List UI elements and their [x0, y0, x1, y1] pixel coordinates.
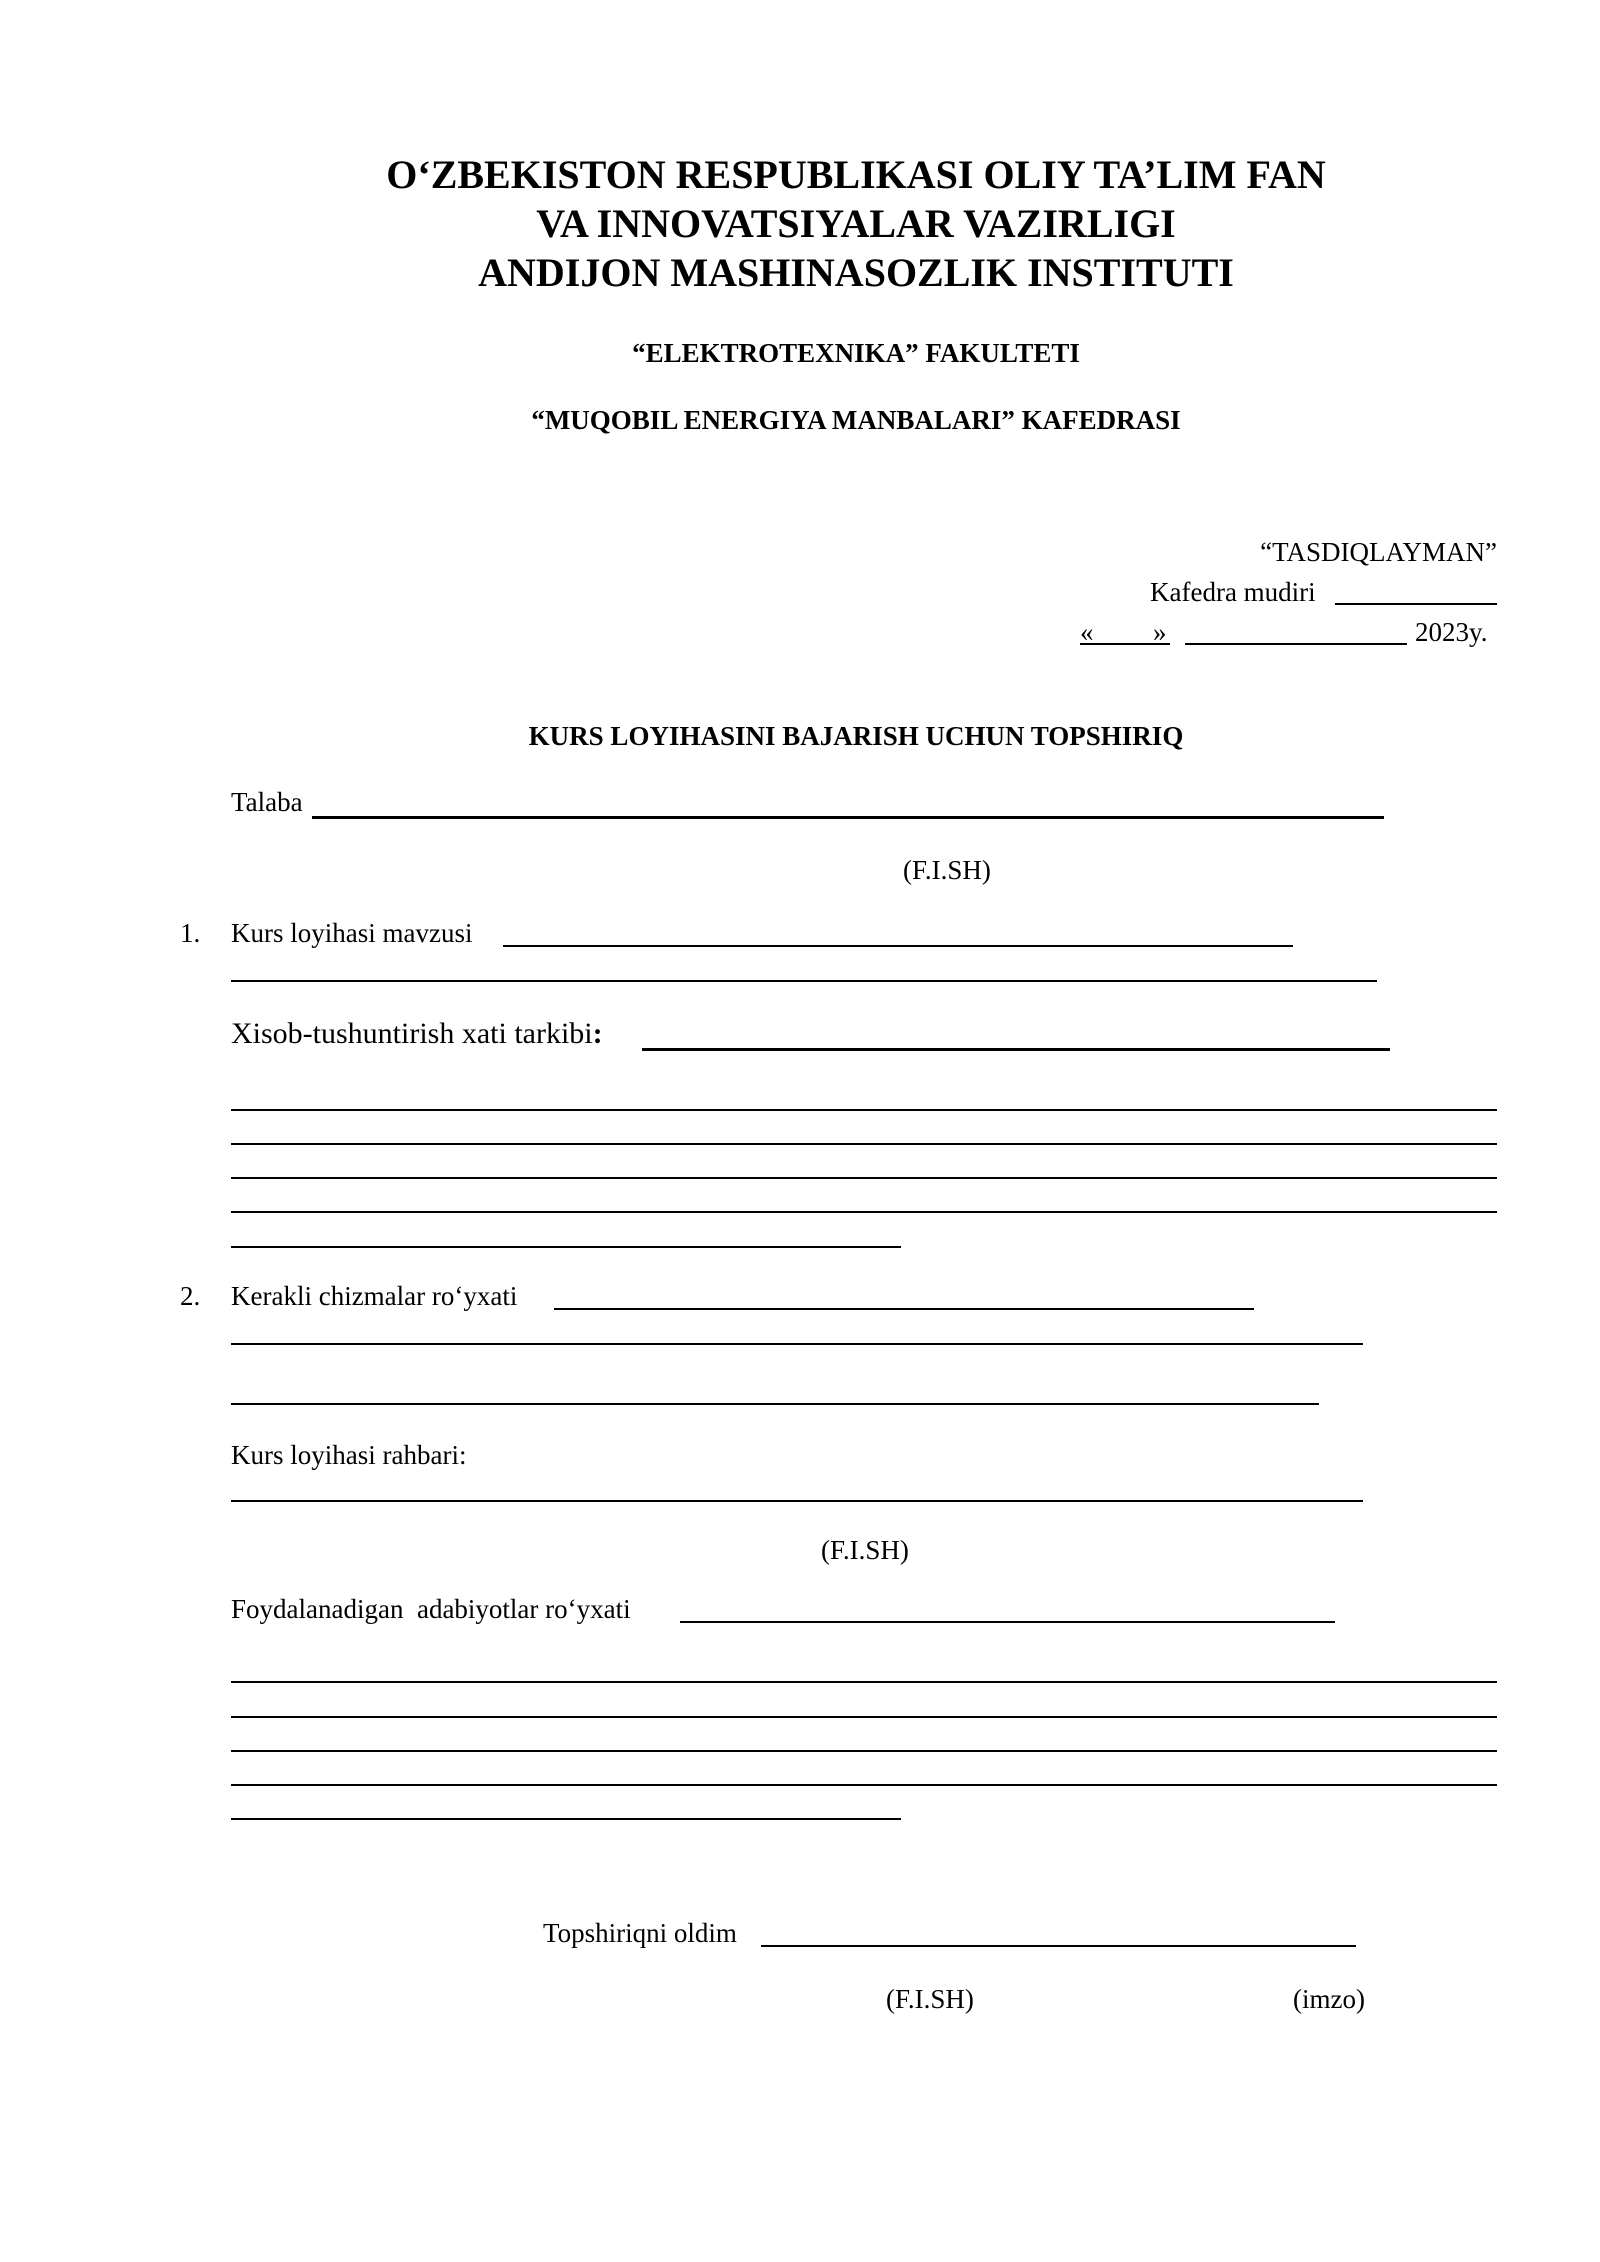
received-fish-caption: (F.I.SH)	[886, 1984, 974, 2014]
literature-line-1[interactable]	[231, 1681, 1497, 1683]
department-head-signature-line[interactable]	[1335, 603, 1497, 605]
literature-line-2[interactable]	[231, 1716, 1497, 1718]
header-line-1: O‘ZBEKISTON RESPUBLIKASI OLIY TA’LIM FAN	[386, 152, 1326, 197]
received-signature-line[interactable]	[761, 1945, 1356, 1947]
report-line-1[interactable]	[231, 1109, 1497, 1111]
faculty-title: “ELEKTROTEXNIKA” FAKULTETI	[632, 338, 1080, 368]
literature-label: Foydalanadigan adabiyotlar ro‘yxati	[231, 1594, 631, 1624]
date-quote-close: »	[1153, 617, 1167, 647]
signature-caption: (imzo)	[1293, 1984, 1365, 2014]
header-line-2: VA INNOVATSIYALAR VAZIRLIGI	[536, 201, 1176, 246]
student-fish-caption: (F.I.SH)	[903, 855, 991, 885]
header-line-3: ANDIJON MASHINASOZLIK INSTITUTI	[478, 250, 1234, 295]
report-label-colon: :	[592, 1017, 603, 1050]
approval-title: “TASDIQLAYMAN”	[1260, 537, 1497, 567]
drawings-line-2[interactable]	[231, 1343, 1363, 1345]
student-name-line[interactable]	[312, 816, 1384, 819]
report-label	[231, 1017, 603, 1051]
supervisor-label: Kurs loyihasi rahbari:	[231, 1440, 467, 1470]
received-label: Topshiriqni oldim	[543, 1918, 737, 1948]
approval-year: 2023y.	[1415, 617, 1488, 647]
drawings-line-3[interactable]	[231, 1403, 1319, 1405]
item-1-label: Kurs loyihasi mavzusi	[231, 918, 473, 948]
form-title: KURS LOYIHASINI BAJARISH UCHUN TOPSHIRIQ	[528, 721, 1184, 751]
date-month-line[interactable]	[1185, 643, 1407, 645]
supervisor-name-line[interactable]	[231, 1500, 1363, 1502]
item-1-number: 1.	[180, 918, 201, 948]
report-line-3[interactable]	[231, 1177, 1497, 1179]
item-2-label: Kerakli chizmalar ro‘yxati	[231, 1281, 518, 1311]
report-line-2[interactable]	[231, 1143, 1497, 1145]
department-head-label: Kafedra mudiri	[1150, 577, 1316, 607]
report-line-4[interactable]	[231, 1211, 1497, 1213]
date-day-line[interactable]	[1080, 643, 1170, 645]
literature-line-4[interactable]	[231, 1784, 1497, 1786]
report-label-text: Xisob-tushuntirish xati tarkibi	[231, 1017, 593, 1050]
report-line-5[interactable]	[231, 1246, 901, 1248]
supervisor-fish-caption: (F.I.SH)	[821, 1535, 909, 1565]
literature-line-0[interactable]	[680, 1621, 1335, 1623]
topic-line-1[interactable]	[503, 945, 1293, 947]
drawings-line-1[interactable]	[554, 1308, 1254, 1310]
topic-line-2[interactable]	[231, 980, 1377, 982]
item-2-number: 2.	[180, 1281, 201, 1311]
report-line-0[interactable]	[642, 1048, 1390, 1051]
student-label: Talaba	[231, 787, 303, 817]
department-title: “MUQOBIL ENERGIYA MANBALARI” KAFEDRASI	[531, 405, 1181, 435]
literature-line-3[interactable]	[231, 1750, 1497, 1752]
ministry-header	[0, 150, 1600, 297]
literature-line-5[interactable]	[231, 1818, 901, 1820]
date-quote-open: «	[1080, 617, 1094, 647]
